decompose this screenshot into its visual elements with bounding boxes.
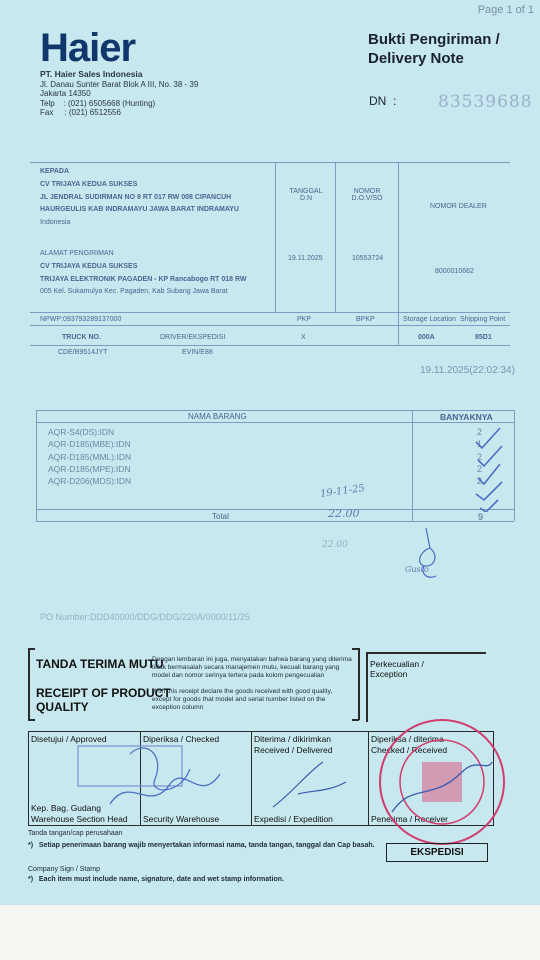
item-list	[48, 426, 131, 487]
item-qty: 2	[477, 476, 483, 487]
bpkp-label: BPKP	[356, 316, 375, 323]
pkp-value: X	[301, 334, 306, 341]
recipient-address1: JL JENDRAL SUDIRMAN NO 8 RT 017 RW 008 CIPANCUH	[40, 193, 232, 201]
grid-line	[30, 345, 510, 346]
grid-line	[275, 162, 276, 312]
grid-line	[368, 731, 369, 826]
exception-label: Perkecualian / Exception	[370, 659, 424, 679]
item-name: AQR-D206(MDS):IDN	[48, 476, 132, 487]
handwritten-name: Gusto	[405, 565, 429, 574]
bracket-line	[352, 719, 359, 721]
received-label: Diterima / dikirimkan Received / Delivered	[254, 734, 333, 755]
company-address1: Jl. Danau Sunter Barat Blok A III, No. 38 - 39	[40, 79, 199, 89]
tanggal-label: TANGGAL	[289, 188, 323, 195]
grid-line	[30, 312, 510, 313]
shipping-value: 85D1	[475, 334, 492, 341]
items-header-qty: BANYAKNYA	[440, 412, 493, 422]
expedition-signature	[268, 752, 358, 812]
shipping-label: ALAMAT PENGIRIMAN	[40, 250, 114, 257]
check-icon	[476, 428, 500, 448]
grid-line	[30, 162, 510, 163]
bracket-line	[28, 648, 30, 720]
ekspedisi-copy-label: EKSPEDISI	[386, 843, 488, 862]
company-info	[40, 70, 198, 118]
warehouse-stamp-and-signature	[70, 734, 250, 824]
grid-line	[36, 410, 514, 411]
grid-line	[412, 410, 413, 521]
section-head-label: Kep. Bag. Gudang Warehouse Section Head	[31, 803, 128, 824]
company-name: PT. Haier Sales Indonesia	[40, 69, 143, 79]
recipient-country: Indonesia	[40, 219, 71, 227]
exception-line	[366, 652, 486, 654]
check-icon	[476, 482, 502, 500]
check-icon	[480, 500, 498, 512]
title-line2: Delivery Note	[368, 50, 464, 67]
item-qty: 2	[477, 451, 483, 462]
receipt-title-en2: QUALITY	[36, 700, 89, 714]
receipt-title-en1: RECEIPT OF PRODUCT	[36, 686, 171, 700]
checked-label: Diperiksa / Checked	[143, 734, 220, 744]
truck-label: TRUCK NO.	[62, 334, 101, 341]
company-sign-label: Company Sign / Stamp	[28, 866, 100, 873]
document-title	[368, 30, 500, 68]
item-name: AQR-S4(DS):IDN	[48, 427, 115, 437]
grid-line	[251, 731, 252, 826]
company-address2: Jakarta 14350	[40, 89, 91, 98]
dn-label: DN :	[369, 94, 397, 108]
kepada-label: KEPADA	[40, 168, 70, 175]
item-name: AQR-D185(MBE):IDN	[48, 439, 131, 450]
driver-signature	[408, 526, 450, 586]
note-en: *) Each item must include name, signature, date and wet stamp information.	[28, 876, 284, 883]
pkp-label: PKP	[297, 316, 312, 323]
nomor-label: NOMOR	[353, 188, 381, 195]
company-telp: Telp : (021) 6505668 (Hunting)	[40, 98, 156, 108]
grid-line	[36, 410, 37, 521]
dealer-number: 8000010662	[435, 268, 474, 275]
tanggal-header	[288, 188, 324, 202]
shipping-name: CV TRIJAYA KEDUA SUKSES	[40, 262, 138, 270]
checked-received-label: Diperiksa / diterima Checked / Received	[371, 734, 448, 755]
bracket-line	[28, 719, 35, 721]
total-qty: 9	[478, 512, 484, 522]
shipping-date: 19.11.2025	[288, 255, 323, 262]
page-number: Page 1 of 1	[477, 4, 534, 16]
storage-label: Storage Location	[403, 316, 456, 323]
shipping-address2: 005 Kel. Sukamulya Kec. Pagaden, Kab Subang Jawa Barat	[40, 288, 228, 296]
tanggal-sub: D.N	[299, 195, 313, 202]
check-icon	[478, 446, 502, 466]
dealer-header: NOMOR DEALER	[430, 203, 487, 210]
shipping-point-label: Shipping Point	[460, 316, 506, 323]
dn-number: 83539688	[438, 92, 533, 112]
checkmarks	[470, 420, 510, 512]
po-number: PO Number:DDD40000/DDG/DDG/220A/0000/11/25	[40, 612, 250, 622]
recipient-address2: HAURGEULIS KAB INDRAMAYU JAWA BARAT INDRAMAYU	[40, 206, 239, 214]
grid-line	[36, 521, 514, 522]
grid-line	[36, 422, 514, 423]
shipping-address1: TRIJAYA ELEKTRONIK PAGADEN - KP Rancabogo RT 018 RW	[40, 275, 247, 283]
driver-value: EVIN/E88	[182, 349, 213, 356]
grid-line	[36, 509, 514, 510]
total-label: Total	[212, 512, 229, 521]
expedition-label: Expedisi / Expedition	[254, 814, 333, 824]
item-name: AQR-D185(MML):IDN	[48, 451, 132, 462]
order-number: 10553724	[352, 255, 384, 262]
grid-line	[30, 325, 510, 326]
receiver-stamp	[372, 712, 512, 852]
storage-value: 000A	[418, 334, 435, 341]
items-header-name: NAMA BARANG	[188, 412, 247, 421]
nomor-header	[345, 188, 389, 202]
receipt-title-id: TANDA TERIMA MUTU	[36, 657, 164, 671]
nomor-sub: D.O.V/SO	[351, 195, 383, 202]
shipping-block	[40, 248, 247, 299]
haier-logo: Haier	[40, 26, 136, 70]
handwritten-time: 22.00	[328, 507, 360, 520]
print-timestamp: 19.11.2025(22:02:34)	[420, 365, 515, 376]
receiver-label: Penerima / Receiver	[371, 814, 449, 824]
faint-time: 22.00	[322, 540, 348, 550]
title-line1: Bukti Pengiriman /	[368, 31, 500, 48]
company-fax: Fax : (021) 6512556	[40, 108, 121, 117]
recipient-block	[40, 166, 239, 230]
receipt-text-en: With this receipt declare the goods received with good quality, except for goods that model and serial number listed on the exception column	[152, 688, 333, 711]
handwritten-date: 19-11-25	[319, 482, 366, 501]
driver-label: DRIVER/EKSPEDISI	[160, 334, 226, 341]
sign-title: Tanda tangan/cap perusahaan	[28, 830, 123, 837]
note-id: *) Setiap penerimaan barang wajib menyertakan informasi nama, tanda tangan, tanggal dan Cap basah.	[28, 842, 375, 849]
receipt-title-en	[36, 686, 171, 714]
item-qty: 2	[477, 463, 483, 474]
security-label: Security Warehouse	[143, 814, 220, 824]
grid-line	[28, 731, 29, 826]
bracket-line	[358, 648, 360, 720]
grid-line	[335, 162, 336, 312]
item-name: AQR-D185(MPE):IDN	[48, 463, 131, 474]
paper-bottom-edge	[0, 905, 540, 960]
item-qty: 1	[477, 439, 483, 450]
truck-value: CDE/B9514JYT	[58, 349, 108, 356]
grid-line	[398, 162, 399, 345]
check-icon	[478, 464, 500, 484]
item-qty: 2	[477, 427, 483, 437]
recipient-name: CV TRIJAYA KEDUA SUKSES	[40, 180, 138, 188]
receipt-text-id: Dengan lembaran ini juga, menyatakan bahwa barang yang diterima tidak bermasalah secara manajemen mutu, kecuali barang yang model dan nomor serinya tertera pada kolom pengecualian	[152, 656, 352, 679]
grid-line	[514, 410, 515, 521]
npwp: NPWP:093793289137000	[40, 316, 122, 323]
exception-line	[366, 652, 368, 722]
approved-label: Disetujui / Approved	[31, 734, 107, 744]
